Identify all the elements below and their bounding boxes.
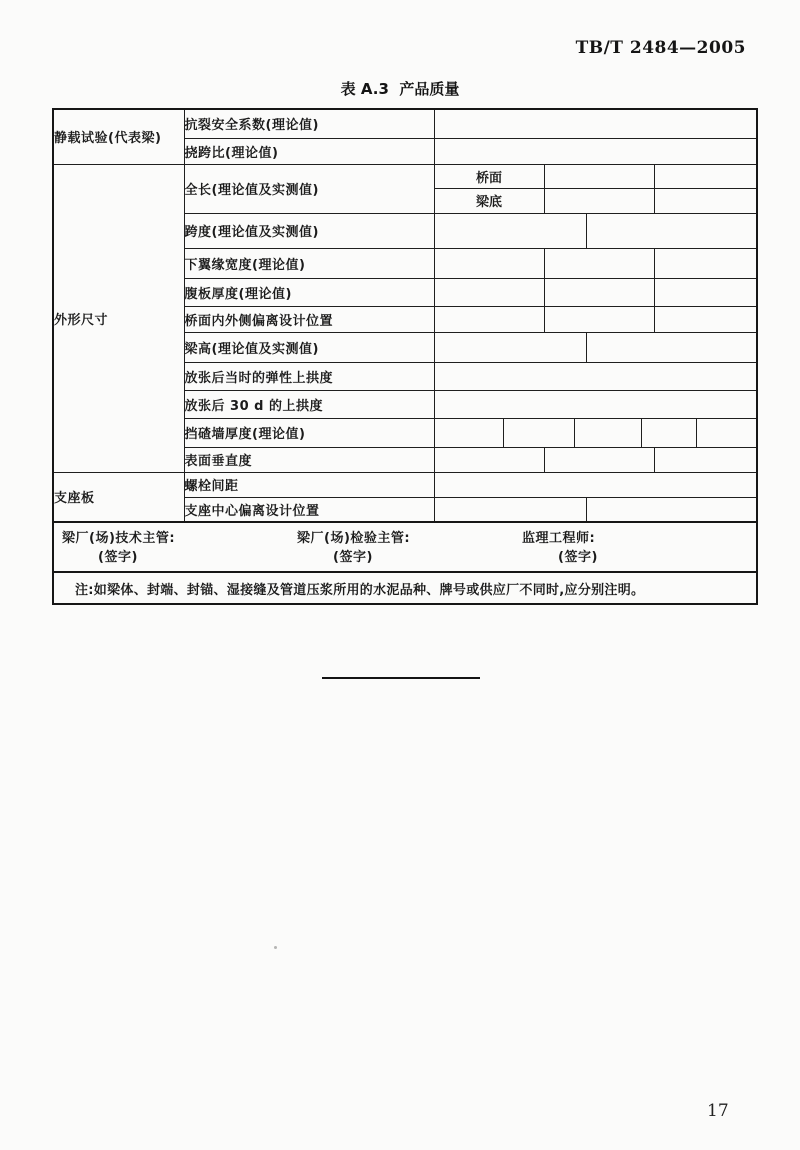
blank-cell (434, 332, 586, 362)
group-static-load-test: 静载试验(代表梁) (53, 109, 184, 164)
blank-cell (434, 138, 757, 164)
signature-block-supervisor (522, 529, 598, 567)
sub-label-deck: 桥面 (434, 164, 544, 188)
blank-cell (654, 188, 757, 213)
blank-cell (434, 278, 544, 306)
blank-cell (544, 278, 654, 306)
blank-cell (434, 390, 757, 418)
blank-cell (434, 497, 586, 522)
blank-cell (434, 213, 586, 248)
sign-here-label: (签字) (558, 550, 598, 565)
blank-cell (696, 418, 757, 447)
row-label-deck-offset: 桥面内外侧偏离设计位置 (184, 306, 434, 332)
row-label-web-thickness: 腹板厚度(理论值) (184, 278, 434, 306)
blank-cell (434, 362, 757, 390)
row-label-beam-height: 梁高(理论值及实测值) (184, 332, 434, 362)
table-row (53, 472, 757, 497)
signature-label: 梁厂(场)技术主管: (62, 531, 176, 546)
signature-block-inspect-manager (297, 529, 410, 567)
blank-cell (641, 418, 696, 447)
scan-speckle (274, 946, 277, 949)
blank-cell (434, 248, 544, 278)
blank-cell (434, 472, 757, 497)
blank-cell (654, 278, 757, 306)
sign-here-label: (签字) (333, 550, 373, 565)
blank-cell (434, 418, 503, 447)
blank-cell (654, 447, 757, 472)
blank-cell (544, 164, 654, 188)
blank-cell (544, 248, 654, 278)
blank-cell (434, 109, 757, 138)
signature-row (53, 522, 757, 572)
row-label-bearing-center-offset: 支座中心偏离设计位置 (184, 497, 434, 522)
row-label-surface-verticality: 表面垂直度 (184, 447, 434, 472)
note-row (53, 572, 757, 604)
blank-cell (434, 306, 544, 332)
table-title: 表 A.3 产品质量 (340, 80, 460, 98)
blank-cell (434, 447, 544, 472)
blank-cell (503, 418, 574, 447)
signature-blocks (54, 523, 756, 571)
row-label-deflection-span-ratio: 挠跨比(理论值) (184, 138, 434, 164)
blank-cell (654, 164, 757, 188)
blank-cell (586, 332, 757, 362)
blank-cell (586, 213, 757, 248)
group-overall-dimensions: 外形尺寸 (53, 164, 184, 472)
signature-block-tech-manager (62, 529, 175, 567)
sub-label-beam-bottom: 梁底 (434, 188, 544, 213)
blank-cell (574, 418, 641, 447)
table-row (53, 109, 757, 138)
sign-here-label: (签字) (98, 550, 138, 565)
row-label-ballast-wall-thickness: 挡碴墙厚度(理论值) (184, 418, 434, 447)
signature-label: 监理工程师: (522, 531, 596, 546)
row-label-crack-resistance: 抗裂安全系数(理论值) (184, 109, 434, 138)
table-note: 注:如梁体、封端、封锚、湿接缝及管道压浆所用的水泥品种、牌号或供应厂不同时,应分别注明。 (53, 572, 757, 604)
row-label-full-length: 全长(理论值及实测值) (184, 164, 434, 213)
row-label-lower-flange-width: 下翼缘宽度(理论值) (184, 248, 434, 278)
table-row (53, 164, 757, 188)
row-label-camber-30d: 放张后 30 d 的上拱度 (184, 390, 434, 418)
blank-cell (654, 248, 757, 278)
page-number: 17 (707, 1101, 729, 1121)
section-end-rule (322, 677, 480, 679)
row-label-bolt-spacing: 螺栓间距 (184, 472, 434, 497)
row-label-camber-at-release: 放张后当时的弹性上拱度 (184, 362, 434, 390)
group-bearing-plate: 支座板 (53, 472, 184, 522)
doc-number: TB/T 2484—2005 (575, 38, 746, 58)
product-quality-table (52, 108, 758, 605)
blank-cell (586, 497, 757, 522)
blank-cell (544, 188, 654, 213)
blank-cell (544, 306, 654, 332)
row-label-span: 跨度(理论值及实测值) (184, 213, 434, 248)
blank-cell (654, 306, 757, 332)
blank-cell (544, 447, 654, 472)
signature-label: 梁厂(场)检验主管: (297, 531, 411, 546)
